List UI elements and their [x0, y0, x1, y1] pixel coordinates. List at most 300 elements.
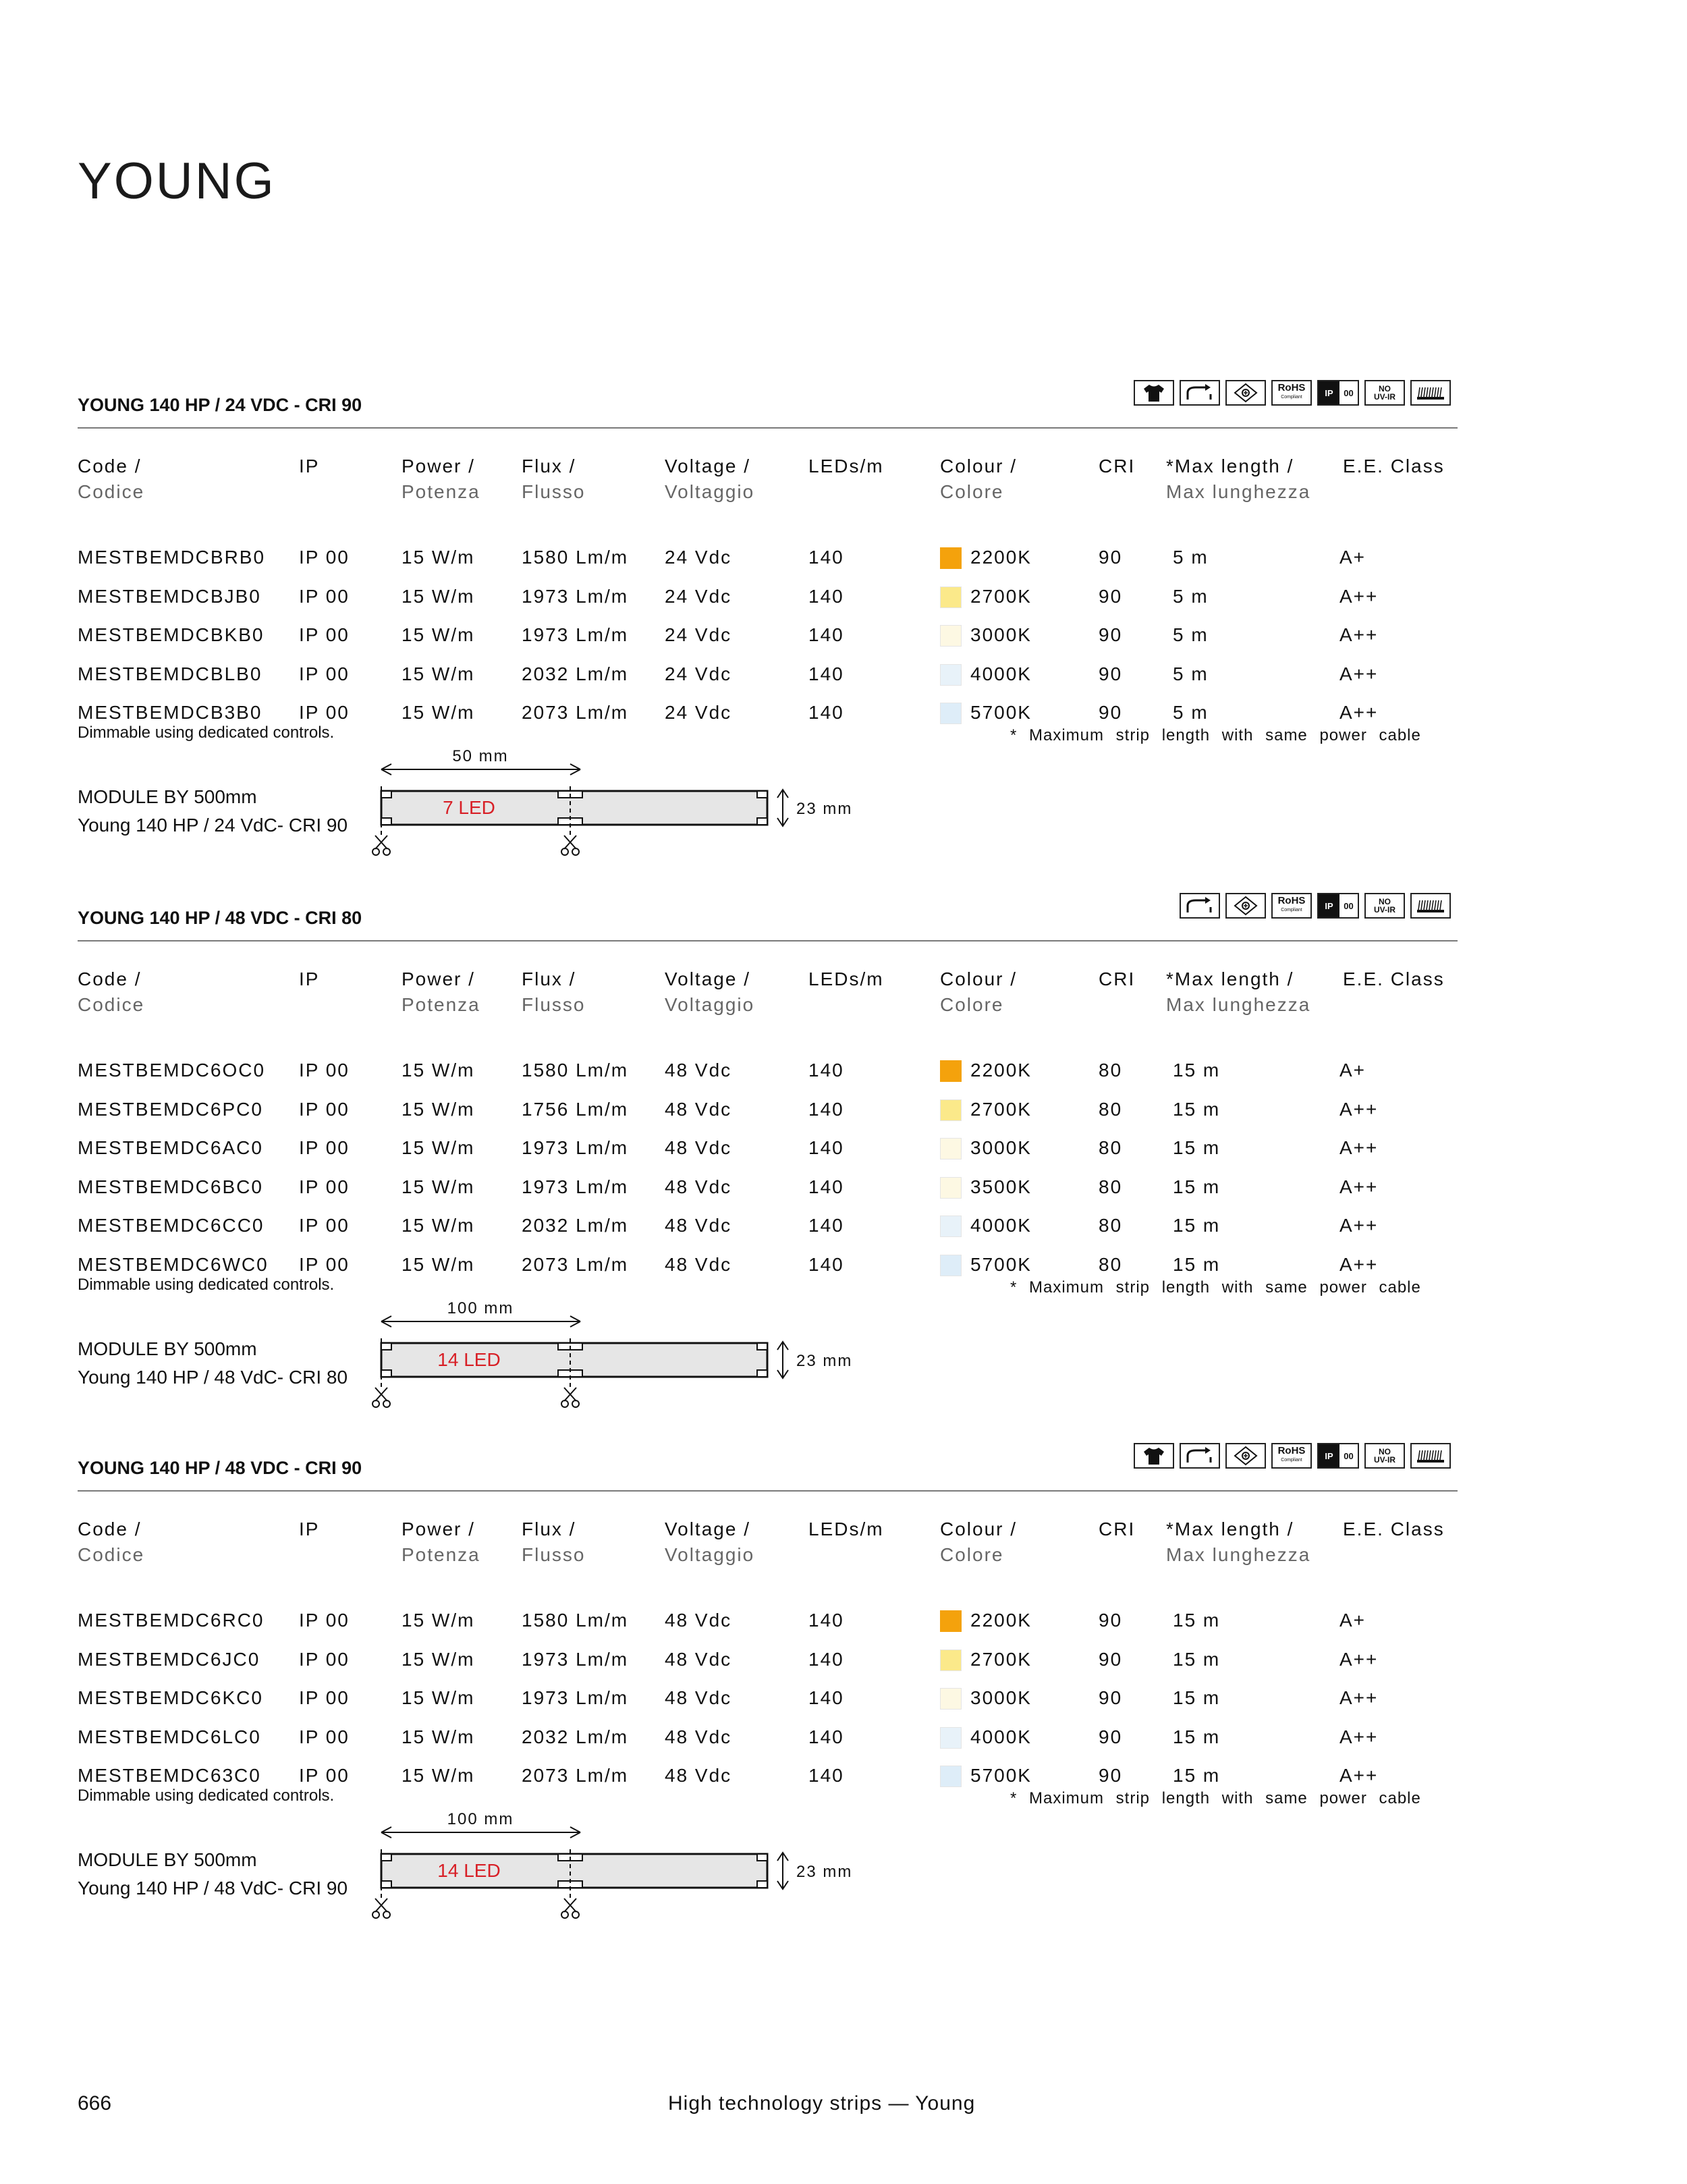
header-colour	[940, 456, 1017, 503]
header-voltage	[665, 968, 754, 1016]
cell-colour: 2200K	[970, 1610, 1032, 1631]
colour-swatch	[940, 1727, 962, 1749]
cell-flux: 1973 Lm/m	[522, 624, 629, 645]
section-title: YOUNG 140 HP / 24 VDC - CRI 90	[78, 395, 362, 415]
scissors-handle	[383, 1911, 390, 1918]
cell-ip: IP 00	[299, 1253, 350, 1275]
header-ee-class-label: E.E. Class	[1343, 456, 1445, 476]
cell-ee: A++	[1339, 624, 1379, 645]
cell-power: 15 W/m	[402, 1060, 475, 1081]
cell-code: MESTBEMDC6LC0	[78, 1726, 261, 1747]
header-flux-label-it: Flusso	[522, 994, 586, 1015]
cell-voltage: 48 Vdc	[665, 1098, 732, 1120]
cell-voltage: 48 Vdc	[665, 1726, 732, 1747]
scissors-handle	[561, 1400, 568, 1407]
cell-power: 15 W/m	[402, 702, 475, 723]
cell-cri: 80	[1099, 1137, 1123, 1158]
scissors-handle	[383, 1400, 390, 1407]
cell-ip: IP 00	[299, 1765, 350, 1786]
solder-pad	[381, 1854, 391, 1861]
rohs-label	[1278, 896, 1306, 915]
cell-maxlen: 15 m	[1173, 1687, 1221, 1708]
cell-maxlen: 15 m	[1173, 1060, 1221, 1081]
feature-icons	[1180, 893, 1451, 920]
no-text: NO	[1378, 897, 1391, 906]
header-power	[402, 1519, 480, 1566]
cell-voltage: 48 Vdc	[665, 1610, 732, 1631]
cell-leds: 140	[808, 1060, 844, 1081]
cell-colour: 2200K	[970, 547, 1032, 568]
cell-power: 15 W/m	[402, 1215, 475, 1236]
cell-ip: IP 00	[299, 1137, 350, 1158]
cell-voltage: 48 Vdc	[665, 1176, 732, 1197]
section-title: YOUNG 140 HP / 48 VDC - CRI 90	[78, 1458, 362, 1478]
tshirt-icon	[1134, 1443, 1174, 1469]
cell-cri: 80	[1099, 1215, 1123, 1236]
cell-colour: 2700K	[970, 585, 1032, 607]
scissors-handle	[372, 1400, 379, 1407]
cell-code: MESTBEMDC6CC0	[78, 1215, 265, 1236]
cell-voltage: 48 Vdc	[665, 1215, 732, 1236]
header-voltage-label: Voltage /	[665, 456, 750, 476]
cell-code: MESTBEMDC6RC0	[78, 1610, 265, 1631]
cell-ee: A++	[1339, 1765, 1379, 1786]
rohs-text: RoHS	[1277, 1445, 1306, 1456]
rohs-text: RoHS	[1277, 382, 1306, 393]
cell-cri: 90	[1099, 663, 1123, 684]
header-max-length	[1166, 1519, 1310, 1566]
header-colour-label: Colour /	[940, 968, 1018, 989]
module-title: MODULE BY 500mm	[78, 1849, 257, 1870]
cell-cri: 90	[1099, 1765, 1123, 1786]
cell-ee: A+	[1339, 1610, 1366, 1631]
strip-icon	[1410, 1443, 1451, 1469]
cell-flux: 2032 Lm/m	[522, 1726, 629, 1747]
module-length-label: 50 mm	[452, 749, 509, 765]
cell-voltage: 24 Vdc	[665, 624, 732, 645]
cell-leds: 140	[808, 1176, 844, 1197]
cell-power: 15 W/m	[402, 1098, 475, 1120]
scissors-handle	[572, 1911, 579, 1918]
cell-cri: 90	[1099, 624, 1123, 645]
ip-rating-icon	[1317, 380, 1359, 406]
cell-colour: 4000K	[970, 663, 1032, 684]
cell-leds: 140	[808, 1610, 844, 1631]
cell-cri: 80	[1099, 1176, 1123, 1197]
cell-voltage: 24 Vdc	[665, 547, 732, 568]
cell-leds: 140	[808, 624, 844, 645]
module-title: MODULE BY 500mm	[78, 1338, 257, 1359]
colour-swatch	[940, 664, 962, 686]
cell-maxlen: 5 m	[1173, 663, 1209, 684]
cell-power: 15 W/m	[402, 1253, 475, 1275]
section-divider	[78, 1490, 1458, 1492]
scissors-handle	[561, 1911, 568, 1918]
cell-ee: A++	[1339, 1253, 1379, 1275]
header-voltage	[665, 1519, 754, 1566]
cell-colour: 4000K	[970, 1726, 1032, 1747]
scissors-icon	[564, 1899, 576, 1912]
no-text: NO	[1378, 384, 1391, 393]
solder-pad	[381, 1881, 391, 1888]
max-length-footnote: * Maximum strip length with same power cable	[1010, 1278, 1421, 1296]
cell-ip: IP 00	[299, 1098, 350, 1120]
strip-icon	[1410, 893, 1451, 919]
ip-value: 00	[1344, 387, 1354, 398]
solder-pad	[757, 1370, 767, 1377]
solder-pad	[757, 818, 767, 825]
cell-flux: 1580 Lm/m	[522, 547, 629, 568]
colour-swatch	[940, 1060, 962, 1082]
colour-swatch	[940, 1099, 962, 1121]
no-uv-ir-icon	[1364, 1443, 1405, 1469]
cell-maxlen: 15 m	[1173, 1726, 1221, 1747]
cell-code: MESTBEMDCBLB0	[78, 663, 262, 684]
header-cri-label: CRI	[1099, 968, 1136, 989]
header-leds	[808, 1519, 884, 1540]
uv-ir-text: UV-IR	[1373, 392, 1395, 402]
cell-flux: 1973 Lm/m	[522, 1648, 629, 1670]
product-section	[0, 382, 1687, 908]
header-colour-label-it: Colore	[940, 481, 1004, 502]
cell-colour: 2700K	[970, 1098, 1032, 1120]
cell-flux: 1973 Lm/m	[522, 1176, 629, 1197]
max-length-footnote: * Maximum strip length with same power cable	[1010, 726, 1421, 744]
header-flux-label-it: Flusso	[522, 481, 586, 502]
cell-colour: 3000K	[970, 1137, 1032, 1158]
cell-power: 15 W/m	[402, 1176, 475, 1197]
cell-flux: 2032 Lm/m	[522, 1215, 629, 1236]
header-max-length	[1166, 968, 1310, 1016]
no-uv-ir-icon	[1364, 893, 1405, 919]
cell-ip: IP 00	[299, 1648, 350, 1670]
cell-flux: 2032 Lm/m	[522, 663, 629, 684]
header-max-length-label: *Max length /	[1166, 456, 1294, 476]
cell-colour: 3000K	[970, 1687, 1032, 1708]
cell-leds: 140	[808, 1098, 844, 1120]
header-leds-label: LEDs/m	[808, 456, 884, 476]
section-title: YOUNG 140 HP / 48 VDC - CRI 80	[78, 908, 362, 928]
cell-power: 15 W/m	[402, 585, 475, 607]
scissors-handle	[372, 1911, 379, 1918]
header-code-label-it: Codice	[78, 994, 145, 1015]
header-flux	[522, 968, 585, 1016]
uv-ir-text: UV-IR	[1373, 905, 1395, 914]
header-flux-label-it: Flusso	[522, 1544, 586, 1565]
module-title: MODULE BY 500mm	[78, 786, 257, 807]
cell-flux: 1580 Lm/m	[522, 1060, 629, 1081]
solder-pad	[757, 1343, 767, 1350]
cell-ip: IP 00	[299, 547, 350, 568]
header-leds	[808, 456, 884, 477]
ip-rating-icon	[1317, 1443, 1359, 1469]
cell-code: MESTBEMDC6PC0	[78, 1098, 263, 1120]
ip-label: IP	[1319, 894, 1339, 917]
cell-flux: 1973 Lm/m	[522, 585, 629, 607]
cell-ip: IP 00	[299, 1060, 350, 1081]
cell-power: 15 W/m	[402, 624, 475, 645]
cell-cri: 90	[1099, 1648, 1123, 1670]
cell-leds: 140	[808, 585, 844, 607]
header-power-label: Power /	[402, 1519, 475, 1539]
header-code-label-it: Codice	[78, 481, 145, 502]
cell-maxlen: 5 m	[1173, 547, 1209, 568]
header-ee-class-label: E.E. Class	[1343, 1519, 1445, 1539]
header-voltage-label-it: Voltaggio	[665, 994, 755, 1015]
header-ip-label: IP	[299, 456, 320, 476]
cell-code: MESTBEMDCB3B0	[78, 702, 262, 723]
header-voltage-label: Voltage /	[665, 968, 750, 989]
cell-power: 15 W/m	[402, 1137, 475, 1158]
cell-power: 15 W/m	[402, 1610, 475, 1631]
cell-ee: A++	[1339, 663, 1379, 684]
cell-voltage: 48 Vdc	[665, 1060, 732, 1081]
cell-ee: A+	[1339, 1060, 1366, 1081]
cell-maxlen: 15 m	[1173, 1176, 1221, 1197]
header-colour-label: Colour /	[940, 456, 1018, 476]
cell-colour: 5700K	[970, 1253, 1032, 1275]
dimmable-note: Dimmable using dedicated controls.	[78, 1275, 335, 1294]
solder-pad	[381, 1343, 391, 1350]
header-power	[402, 968, 480, 1016]
cell-flux: 2073 Lm/m	[522, 1765, 629, 1786]
strip-diagram	[371, 1301, 884, 1423]
rohs-icon	[1271, 380, 1312, 406]
no-uv-ir-label	[1374, 385, 1395, 401]
cell-leds: 140	[808, 1687, 844, 1708]
cell-code: MESTBEMDC6OC0	[78, 1060, 266, 1081]
cell-voltage: 48 Vdc	[665, 1253, 732, 1275]
cell-leds: 140	[808, 1726, 844, 1747]
cell-leds: 140	[808, 1215, 844, 1236]
cell-voltage: 24 Vdc	[665, 585, 732, 607]
header-voltage-label-it: Voltaggio	[665, 1544, 755, 1565]
header-power-label-it: Potenza	[402, 994, 480, 1015]
cell-code: MESTBEMDC63C0	[78, 1765, 261, 1786]
cell-colour: 2200K	[970, 1060, 1032, 1081]
cell-voltage: 48 Vdc	[665, 1137, 732, 1158]
header-flux-label: Flux /	[522, 968, 576, 989]
cell-power: 15 W/m	[402, 1765, 475, 1786]
rohs-icon	[1271, 893, 1312, 919]
module-height-label: 23 mm	[796, 1863, 853, 1881]
scissors-handle	[561, 848, 568, 855]
cell-maxlen: 5 m	[1173, 624, 1209, 645]
cell-voltage: 24 Vdc	[665, 702, 732, 723]
cell-ip: IP 00	[299, 1215, 350, 1236]
header-code	[78, 968, 144, 1016]
bend-icon	[1180, 1443, 1220, 1469]
bend-icon	[1180, 893, 1220, 919]
cell-colour: 2700K	[970, 1648, 1032, 1670]
product-section	[0, 895, 1687, 1421]
cell-ip: IP 00	[299, 1687, 350, 1708]
max-length-footnote: * Maximum strip length with same power cable	[1010, 1789, 1421, 1807]
cell-ee: A++	[1339, 1215, 1379, 1236]
header-max-length-label-it: Max lunghezza	[1166, 1544, 1311, 1565]
cell-ee: A++	[1339, 1176, 1379, 1197]
cell-colour: 4000K	[970, 1215, 1032, 1236]
no-uv-ir-label	[1374, 898, 1395, 914]
header-colour	[940, 1519, 1017, 1566]
header-leds-label: LEDs/m	[808, 1519, 884, 1539]
header-power-label: Power /	[402, 456, 475, 476]
dimmable-icon	[1225, 1443, 1266, 1469]
cell-ee: A++	[1339, 1687, 1379, 1708]
cell-colour: 3000K	[970, 624, 1032, 645]
ip-label: IP	[1319, 381, 1339, 404]
cell-leds: 140	[808, 663, 844, 684]
cell-cri: 90	[1099, 547, 1123, 568]
cell-code: MESTBEMDCBJB0	[78, 585, 261, 607]
header-cri	[1099, 456, 1135, 477]
colour-swatch	[940, 1255, 962, 1276]
header-cri-label: CRI	[1099, 456, 1136, 476]
rohs-label	[1278, 1446, 1306, 1465]
header-code-label-it: Codice	[78, 1544, 145, 1565]
module-product: Young 140 HP / 48 VdC- CRI 90	[78, 1878, 348, 1899]
header-cri	[1099, 1519, 1135, 1540]
header-power-label-it: Potenza	[402, 481, 480, 502]
cell-colour: 5700K	[970, 1765, 1032, 1786]
cell-maxlen: 15 m	[1173, 1098, 1221, 1120]
cell-cri: 80	[1099, 1060, 1123, 1081]
colour-swatch	[940, 703, 962, 724]
scissors-handle	[572, 848, 579, 855]
header-ee-class	[1343, 456, 1445, 477]
rohs-subtext: Compliant	[1281, 395, 1302, 400]
cell-ip: IP 00	[299, 663, 350, 684]
header-max-length-label: *Max length /	[1166, 968, 1294, 989]
header-flux-label: Flux /	[522, 1519, 576, 1539]
cell-voltage: 48 Vdc	[665, 1765, 732, 1786]
colour-swatch	[940, 1766, 962, 1787]
cell-leds: 140	[808, 1253, 844, 1275]
cell-flux: 1756 Lm/m	[522, 1098, 629, 1120]
ip-value: 00	[1344, 900, 1354, 911]
module-height-label: 23 mm	[796, 1351, 853, 1370]
cell-voltage: 48 Vdc	[665, 1648, 732, 1670]
cell-ee: A++	[1339, 1137, 1379, 1158]
feature-icons	[1134, 1443, 1451, 1470]
header-ee-class-label: E.E. Class	[1343, 968, 1445, 989]
cell-code: MESTBEMDC6WC0	[78, 1253, 269, 1275]
module-label	[78, 783, 348, 840]
no-text: NO	[1378, 1447, 1391, 1456]
header-max-length-label-it: Max lunghezza	[1166, 481, 1311, 502]
header-code	[78, 1519, 144, 1566]
rohs-text: RoHS	[1277, 895, 1306, 906]
colour-swatch	[940, 547, 962, 569]
cell-leds: 140	[808, 1765, 844, 1786]
dimmable-icon	[1225, 893, 1266, 919]
led-count-label: 14 LED	[437, 1348, 501, 1370]
page-title: YOUNG	[78, 153, 276, 210]
module-height-label: 23 mm	[796, 800, 853, 818]
cell-code: MESTBEMDCBKB0	[78, 624, 265, 645]
header-ip-label: IP	[299, 1519, 320, 1539]
header-voltage-label: Voltage /	[665, 1519, 750, 1539]
cell-power: 15 W/m	[402, 663, 475, 684]
footer-title: High technology strips — Young	[668, 2092, 976, 2114]
header-code	[78, 456, 144, 503]
colour-swatch	[940, 586, 962, 608]
scissors-icon	[375, 1899, 387, 1912]
cell-power: 15 W/m	[402, 1726, 475, 1747]
cell-cri: 90	[1099, 1610, 1123, 1631]
section-divider	[78, 427, 1458, 429]
cell-colour: 3500K	[970, 1176, 1032, 1197]
cell-cri: 90	[1099, 585, 1123, 607]
header-voltage	[665, 456, 754, 503]
scissors-handle	[383, 848, 390, 855]
page-number: 666	[78, 2092, 112, 2114]
header-power-label-it: Potenza	[402, 1544, 480, 1565]
header-flux	[522, 456, 585, 503]
cell-maxlen: 15 m	[1173, 1765, 1221, 1786]
cell-flux: 1973 Lm/m	[522, 1137, 629, 1158]
cell-code: MESTBEMDC6JC0	[78, 1648, 260, 1670]
scissors-icon	[375, 1388, 387, 1401]
cell-ip: IP 00	[299, 1610, 350, 1631]
header-code-label: Code /	[78, 456, 142, 476]
rohs-subtext: Compliant	[1281, 908, 1302, 912]
solder-pad	[757, 1881, 767, 1888]
no-uv-ir-icon	[1364, 380, 1405, 406]
header-max-length-label-it: Max lunghezza	[1166, 994, 1311, 1015]
solder-pad	[757, 1854, 767, 1861]
cell-ip: IP 00	[299, 585, 350, 607]
cell-power: 15 W/m	[402, 1648, 475, 1670]
cell-leds: 140	[808, 1137, 844, 1158]
solder-pad	[381, 818, 391, 825]
cell-ee: A++	[1339, 585, 1379, 607]
cell-ip: IP 00	[299, 1726, 350, 1747]
led-count-label: 14 LED	[437, 1860, 501, 1881]
scissors-icon	[375, 836, 387, 849]
feature-icons	[1134, 380, 1451, 407]
header-colour-label-it: Colore	[940, 994, 1004, 1015]
header-cri	[1099, 968, 1135, 990]
module-product: Young 140 HP / 48 VdC- CRI 80	[78, 1366, 348, 1388]
header-power-label: Power /	[402, 968, 475, 989]
colour-swatch	[940, 1610, 962, 1632]
cell-ee: A++	[1339, 1648, 1379, 1670]
colour-swatch	[940, 1177, 962, 1199]
tshirt-icon	[1134, 380, 1174, 406]
scissors-handle	[572, 1400, 579, 1407]
product-section	[0, 1445, 1687, 1971]
header-colour-label-it: Colore	[940, 1544, 1004, 1565]
colour-swatch	[940, 1138, 962, 1159]
cell-ee: A+	[1339, 547, 1366, 568]
cell-leds: 140	[808, 1648, 844, 1670]
cell-flux: 1973 Lm/m	[522, 1687, 629, 1708]
cell-power: 15 W/m	[402, 1687, 475, 1708]
module-product: Young 140 HP / 24 VdC- CRI 90	[78, 815, 348, 836]
header-power	[402, 456, 480, 503]
header-cri-label: CRI	[1099, 1519, 1136, 1539]
header-ip	[299, 968, 319, 990]
solder-pad	[757, 791, 767, 798]
header-voltage-label-it: Voltaggio	[665, 481, 755, 502]
cell-code: MESTBEMDC6KC0	[78, 1687, 263, 1708]
strip-icon	[1410, 380, 1451, 406]
header-max-length	[1166, 456, 1310, 503]
cell-leds: 140	[808, 547, 844, 568]
header-ip	[299, 1519, 319, 1540]
colour-swatch	[940, 1688, 962, 1710]
